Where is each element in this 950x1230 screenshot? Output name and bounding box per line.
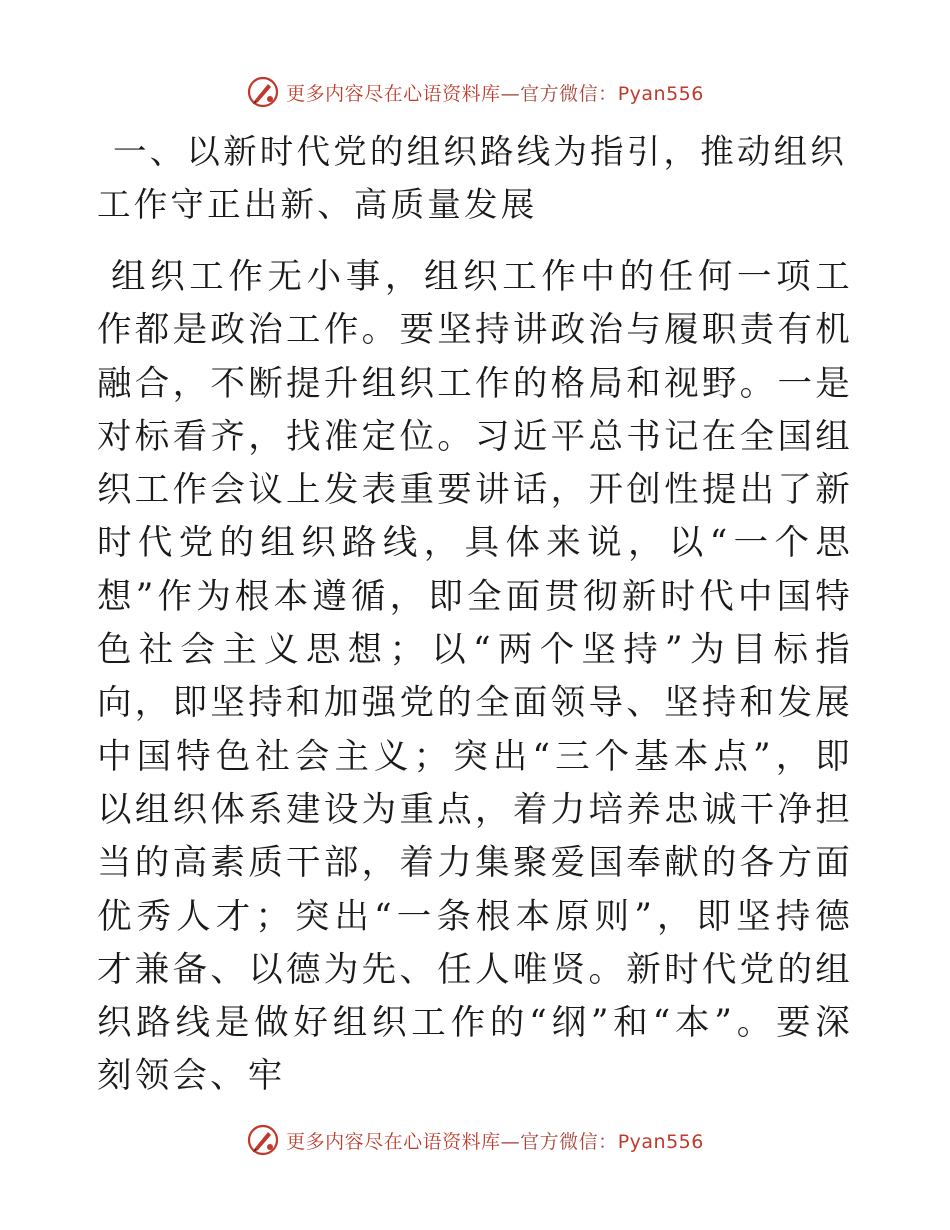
watermark-dash: — [500, 82, 521, 105]
watermark-id-text: Pyan556 [617, 82, 704, 105]
pen-logo-icon [246, 75, 280, 109]
section-heading: 一、以新时代党的组织路线为指引，推动组织工作守正出新、高质量发展 [97, 132, 847, 224]
watermark-id-text: Pyan556 [617, 1130, 704, 1153]
watermark-sub-text: 官方微信： [520, 1130, 618, 1153]
watermark-dash: — [500, 1130, 521, 1153]
pen-logo-icon [246, 1123, 280, 1157]
document-body [97, 125, 853, 1104]
footer-watermark [0, 1120, 950, 1160]
watermark-main-text: 更多内容尽在心语资料库 [286, 1130, 501, 1153]
watermark-sub-text: 官方微信： [520, 82, 618, 105]
body-paragraph: 组织工作无小事，组织工作中的任何一项工作都是政治工作。要坚持讲政治与履职责有机融合，不断提升组织工作的格局和视野。一是对标看齐，找准定位。习近平总书记在全国组织工作会议上发表重要讲话，开创性提出了新时代党的组织路线，具体来说，以“一个思想”作为根本遵循，即全面贯彻新时代中国特色社会主义思想；以“两个坚持”为目标指向，即坚持和加强党的全面领导、坚持和发展中国特色社会主义；突出“三个基本点”，即以组织体系建设为重点，着力培养忠诚干净担当的高素质干部，着力集聚爱国奉献的各方面优秀人才；突出“一条根本原则”，即坚持德才兼备、以德为先、任人唯贤。新时代党的组织路线是做好组织工作的“纲”和“本”。要深刻领会、牢 [97, 257, 853, 1097]
watermark-main-text: 更多内容尽在心语资料库 [286, 82, 501, 105]
header-watermark [0, 72, 950, 112]
